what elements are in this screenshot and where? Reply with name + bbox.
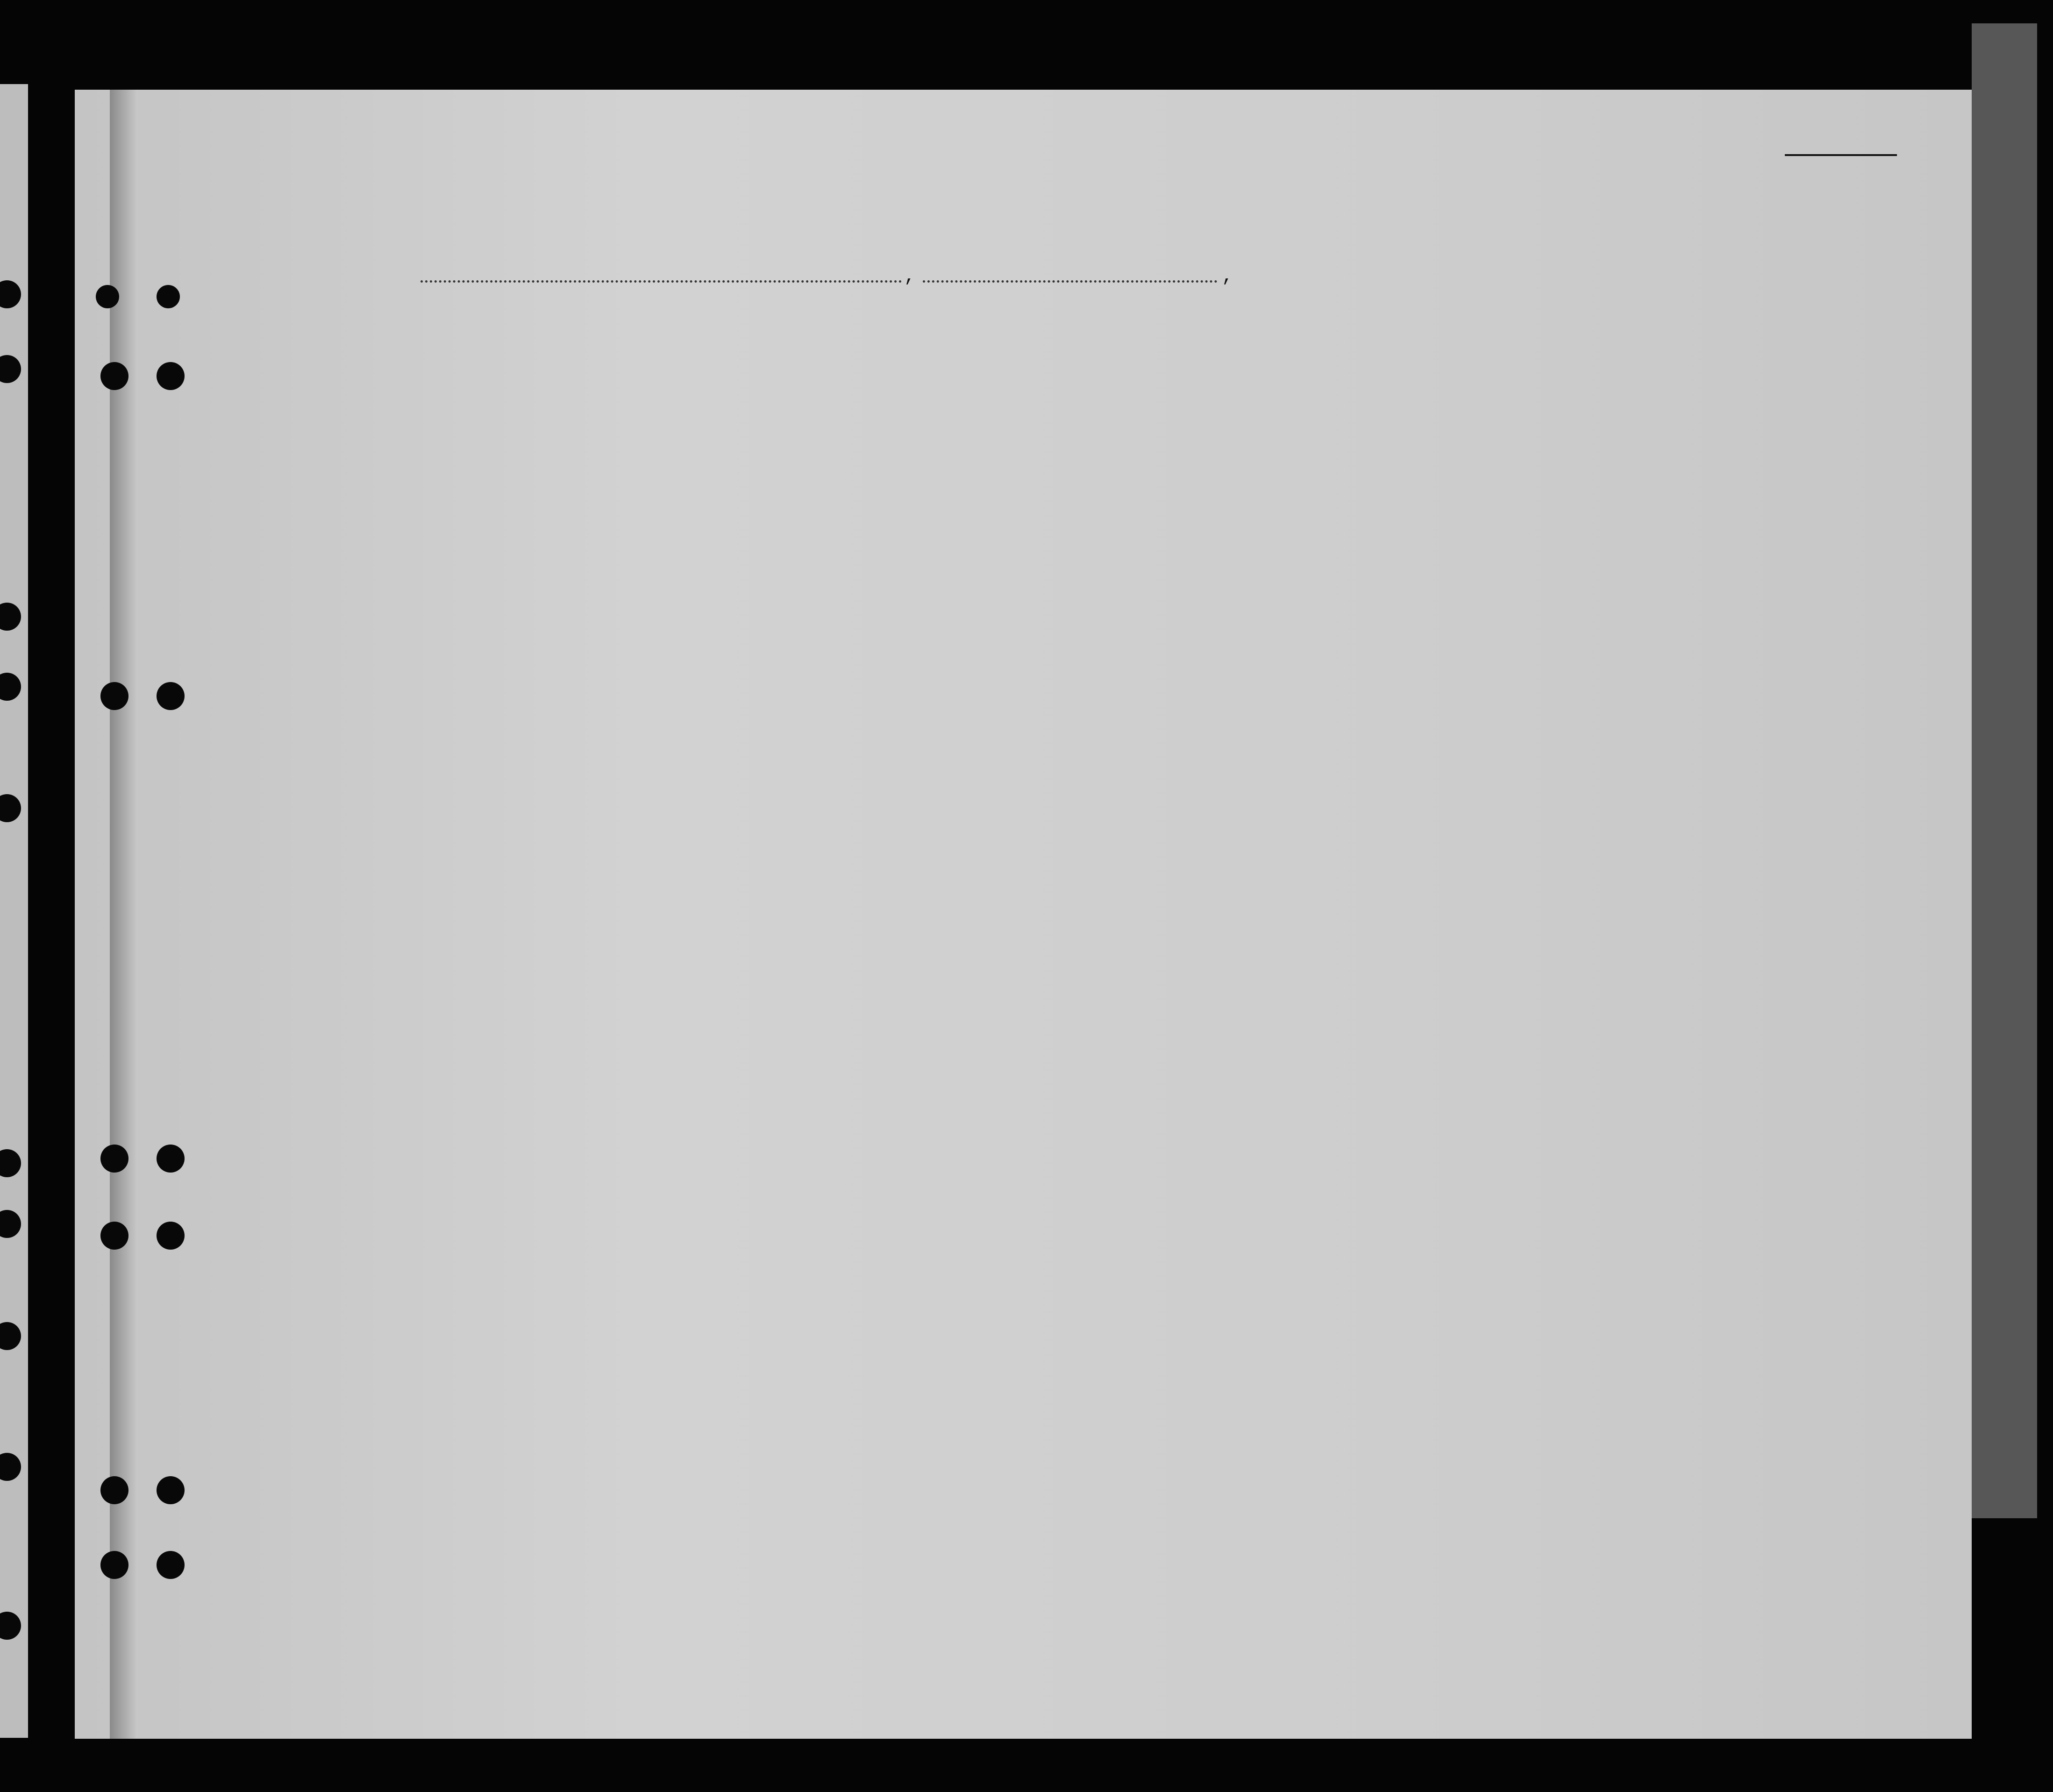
- header-fifty-dollars: [761, 341, 782, 462]
- header-inches: [1668, 434, 1687, 462]
- header-excluded: [1486, 346, 1504, 462]
- header-purpose-citizen: [1269, 367, 1301, 465]
- header-arrested: [1510, 346, 1529, 462]
- header-ticket: [635, 341, 659, 462]
- header-prison: [1308, 346, 1346, 462]
- header-polygamist: [1353, 346, 1367, 462]
- header-purpose-length: [1233, 367, 1266, 465]
- header-purpose-return: [1198, 367, 1231, 465]
- header-labor-offer: [1451, 346, 1479, 462]
- header-feet: [1647, 434, 1666, 462]
- header-overthrow: [1397, 346, 1441, 462]
- header-anarchist: [1376, 346, 1390, 462]
